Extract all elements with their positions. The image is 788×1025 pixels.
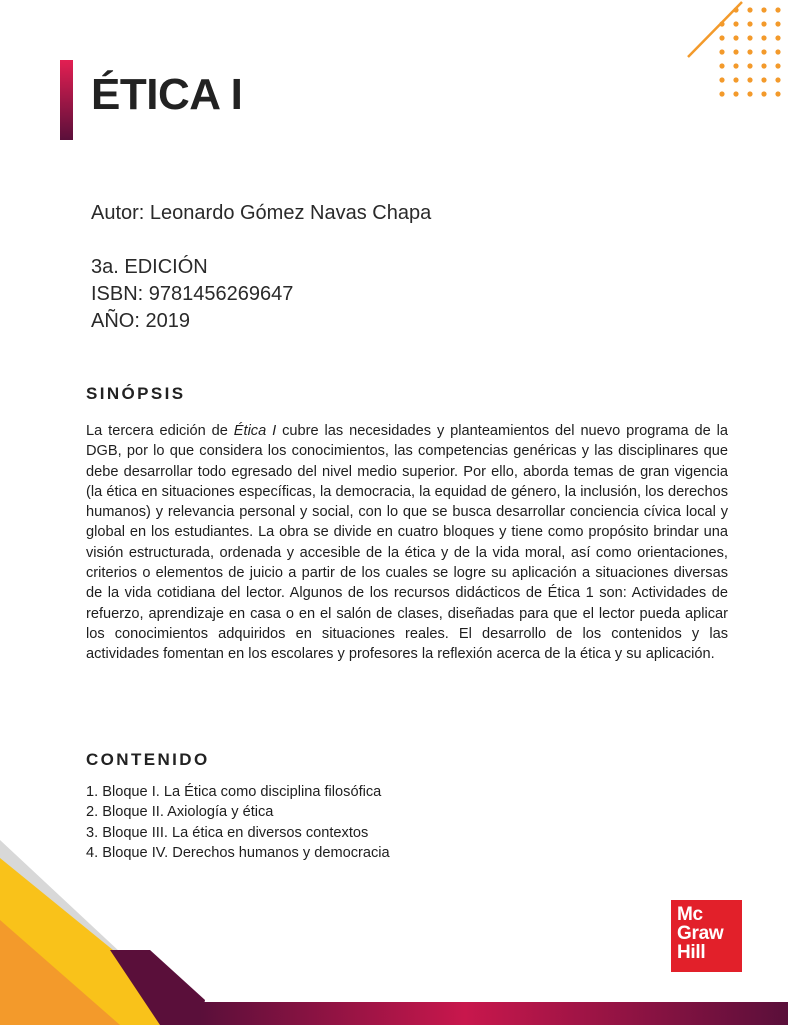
footer-gradient-bar	[200, 1002, 788, 1025]
contents-item: 4. Bloque IV. Derechos humanos y democracia	[86, 844, 390, 861]
title-accent-bar	[60, 60, 73, 140]
book-title: ÉTICA I	[91, 70, 243, 119]
logo-line-1: Mc	[677, 904, 703, 925]
publication-year: AÑO: 2019	[91, 310, 190, 332]
contents-item: 1. Bloque I. La Ética como disciplina filosófica	[86, 784, 382, 800]
logo-line-3: Hill	[677, 942, 706, 963]
synopsis-book-reference: Ética I	[233, 423, 277, 439]
synopsis-heading: SINÓPSIS	[86, 384, 186, 403]
logo-line-2: Graw	[677, 923, 724, 944]
book-author: Autor: Leonardo Gómez Navas Chapa	[91, 202, 432, 224]
synopsis-body: cubre las necesidades y planteamientos del nuevo programa de la DGB, por lo que considera los conocimientos, las competencias genéricas y las disciplinares que debe desarrollar todo egresado del nivel medio superior. Por ello, aborda temas de gran vigencia (la ética en situaciones específicas, la democracia, la equidad de género, la inclusión, los derechos humanos) y relevancia personal y social, con lo que se busca desarrollar conciencia cívica local y global en los estudiantes. La obra se divide en cuatro bloques y tiene como propósito brindar una visión estructurada, ordenada y accesible de la ética y de la vida moral, así como orientaciones, criterios o elementos de juicio a partir de los cuales se logre su aplicación a situaciones diversas de la vida cotidiana del lector. Algunos de los recursos didácticos de Ética 1 son: Actividades de refuerzo, aprendizaje en casa o en el salón de clases, diseñadas para que el lector pueda aplicar los conocimientos adquiridos en situaciones reales. El desarrollo de los contenidos y las actividades fomentan en los escolares y profesores la reflexión acerca de la ética y su aplicación.	[86, 423, 728, 663]
isbn: ISBN: 9781456269647	[91, 283, 294, 305]
decorative-dots-pattern	[678, 0, 788, 115]
publisher-logo	[671, 900, 742, 972]
contents-item: 2. Bloque II. Axiología y ética	[86, 804, 274, 821]
contents-item: 3. Bloque III. La ética en diversos contextos	[86, 824, 369, 841]
synopsis-text	[86, 421, 728, 665]
decorative-corner-shapes	[0, 800, 230, 1025]
synopsis-intro: La tercera edición de	[86, 423, 234, 439]
edition-number: 3a. EDICIÓN	[91, 256, 208, 278]
edition-info	[91, 254, 293, 335]
contents-heading: CONTENIDO	[86, 750, 210, 769]
